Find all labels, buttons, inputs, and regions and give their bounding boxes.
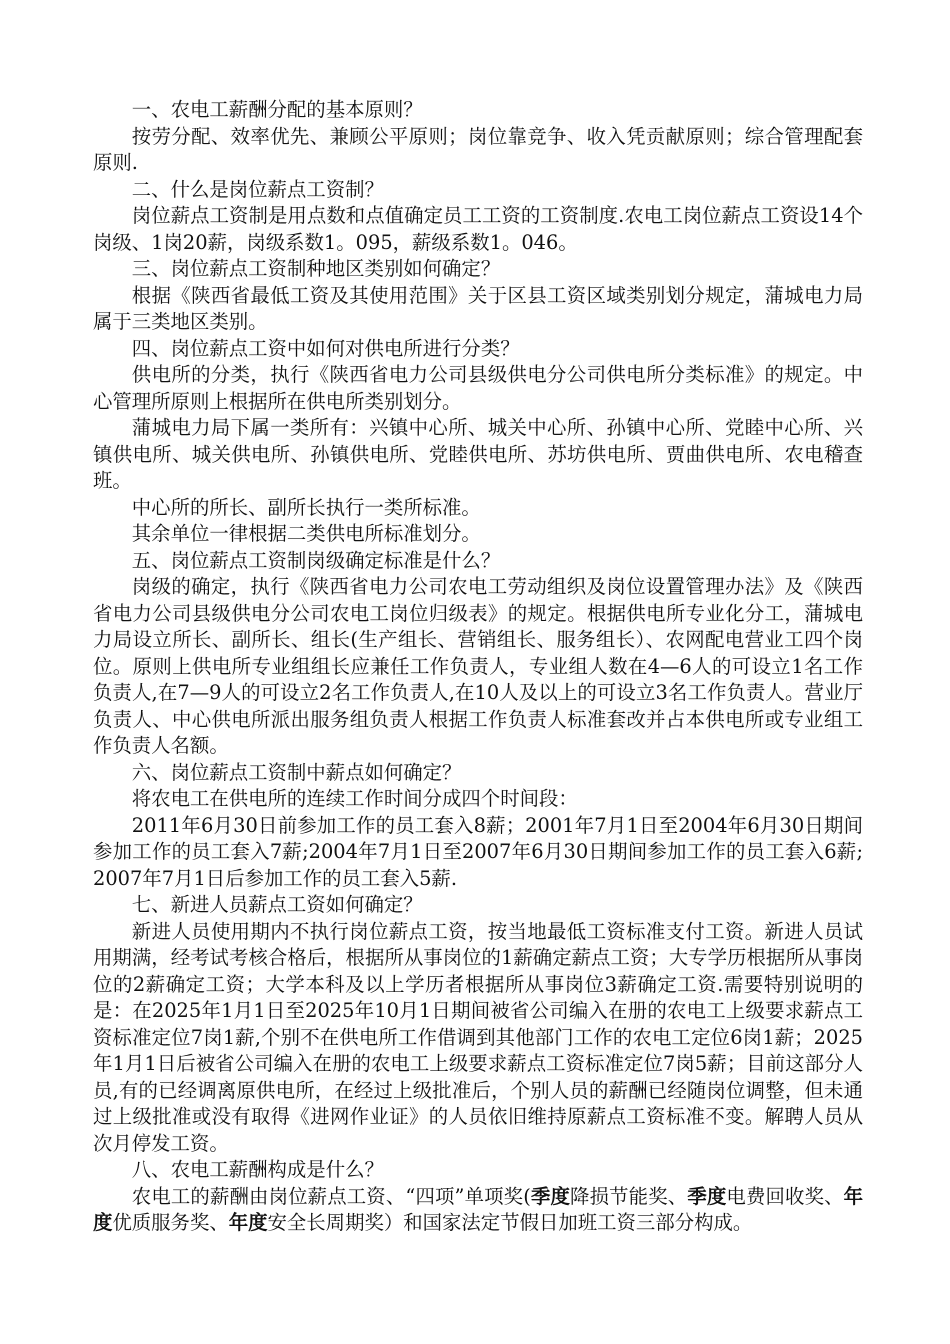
quarterly-term: 季度 — [530, 1184, 571, 1208]
heading-point-system: 二、什么是岗位薪点工资制？ — [131, 177, 384, 201]
composition-text-5: 安全长周期奖）和国家法定节假日加班工资三部分构成。 — [267, 1211, 753, 1234]
paragraph-center-station-heads: 中心所的所长、副所长执行一类所标准。 — [131, 495, 481, 519]
composition-text-2: 降损节能奖、 — [570, 1184, 688, 1208]
paragraph-station-classification: 供电所的分类，执行《陕西省电力公司县级供电分公司供电所分类标准》的规定。中心管理所原则上根据所在供电所类别划分。 — [93, 363, 863, 413]
heading-new-staff: 七、新进人员薪点工资如何确定？ — [131, 893, 423, 916]
paragraph-time-periods: 将农电工在供电所的连续工作时间分成四个时间段： — [131, 787, 578, 810]
quarterly-term: 季度 — [687, 1184, 727, 1208]
heading-principles: 一、农电工薪酬分配的基本原则？ — [131, 98, 423, 121]
composition-text-3: 电费回收奖、 — [726, 1184, 844, 1208]
paragraph-grade-standard: 岗级的确定，执行《陕西省电力公司农电工劳动组织及岗位设置管理办法》及《陕西省电力公司县级供电分公司农电工岗位归级表》的规定。根据供电所专业化分工，蒲城电力局设立所长、副所长、组长(生产组长、营销组长、服务组长）、农网配电营业工四个岗位。原则上供电所专业组组长应兼任工作负责人，专业组人数在4—6人的可设立1名工作负责人,在7—9人的可设立2名工作负责人,在10人及以上的可设立3名工作负责人。营业厅负责人、中心供电所派出服务组负责人根据工作负责人标准套改并占本供电所或专业组工作负责人名额。 — [93, 575, 863, 757]
heading-region-category: 三、岗位薪点工资制种地区类别如何确定？ — [131, 257, 501, 280]
paragraph-class-one-stations: 蒲城电力局下属一类所有：兴镇中心所、城关中心所、孙镇中心所、党睦中心所、兴镇供电所、城关供电所、孙镇供电所、党睦供电所、苏坊供电所、贾曲供电所、农电稽查班。 — [93, 416, 863, 492]
heading-station-classification: 四、岗位薪点工资中如何对供电所进行分类？ — [131, 336, 520, 360]
annual-term: 年度 — [93, 1184, 864, 1234]
paragraph-new-staff: 新进人员使用期内不执行岗位薪点工资，按当地最低工资标准支付工资。新进人员试用期满，经考试考核合格后，根据所从事岗位的1薪确定薪点工资；大专学历根据所从事岗位的2薪确定工资；大学本科及以上学历者根据所从事岗位3薪确定工资.需要特别说明的是：在2025年1月1日至2025年10月1日期间被省公司编入在册的农电工上级要求薪点工资标准定位7岗1薪,个别不在供电所工作借调到其他部门工作的农电工定位6岗1薪；2025年1月1日后被省公司编入在册的农电工上级要求薪点工资标准定位7岗5薪；目前这部分人员,有的已经调离原供电所，在经过上级批准后，个别人员的薪酬已经随岗位调整，但未通过上级批准或没有取得《进网作业证》的人员依旧维持原薪点工资标准不变。解聘人员从次月停发工资。 — [93, 919, 863, 1155]
paragraph-other-units: 其余单位一律根据二类供电所标准划分。 — [131, 522, 481, 545]
paragraph-principles: 按劳分配、效率优先、兼顾公平原则；岗位靠竞争、收入凭贡献原则；综合管理配套原则. — [93, 124, 863, 174]
paragraph-pay-composition — [93, 1184, 863, 1237]
paragraph-period-details: 2011年6月30日前参加工作的员工套入8薪；2001年7月1日至2004年6月30日期间参加工作的员工套入7薪;2004年7月1日至2007年6月30日期间参加工作的员工套入6薪;2007年7月1日后参加工作的员工套入5薪. — [93, 813, 863, 890]
heading-pay-point: 六、岗位薪点工资制中薪点如何确定？ — [131, 760, 462, 784]
annual-term: 年度 — [228, 1211, 268, 1234]
document-body — [93, 97, 863, 1237]
heading-grade-standard: 五、岗位薪点工资制岗级确定标准是什么？ — [131, 548, 501, 572]
paragraph-point-system: 岗位薪点工资制是用点数和点值确定员工工资的工资制度.农电工岗位薪点工资设14个岗级、1岗20薪，岗级系数1。095，薪级系数1。046。 — [93, 204, 863, 254]
paragraph-region-category: 根据《陕西省最低工资及其使用范围》关于区县工资区域类别划分规定，蒲城电力局属于三类地区类别。 — [93, 283, 863, 333]
composition-text-1: 农电工的薪酬由岗位薪点工资、“四项”单项奖( — [131, 1184, 531, 1208]
heading-pay-composition: 八、农电工薪酬构成是什么？ — [131, 1158, 384, 1181]
composition-text-4: 优质服务奖、 — [112, 1211, 229, 1234]
